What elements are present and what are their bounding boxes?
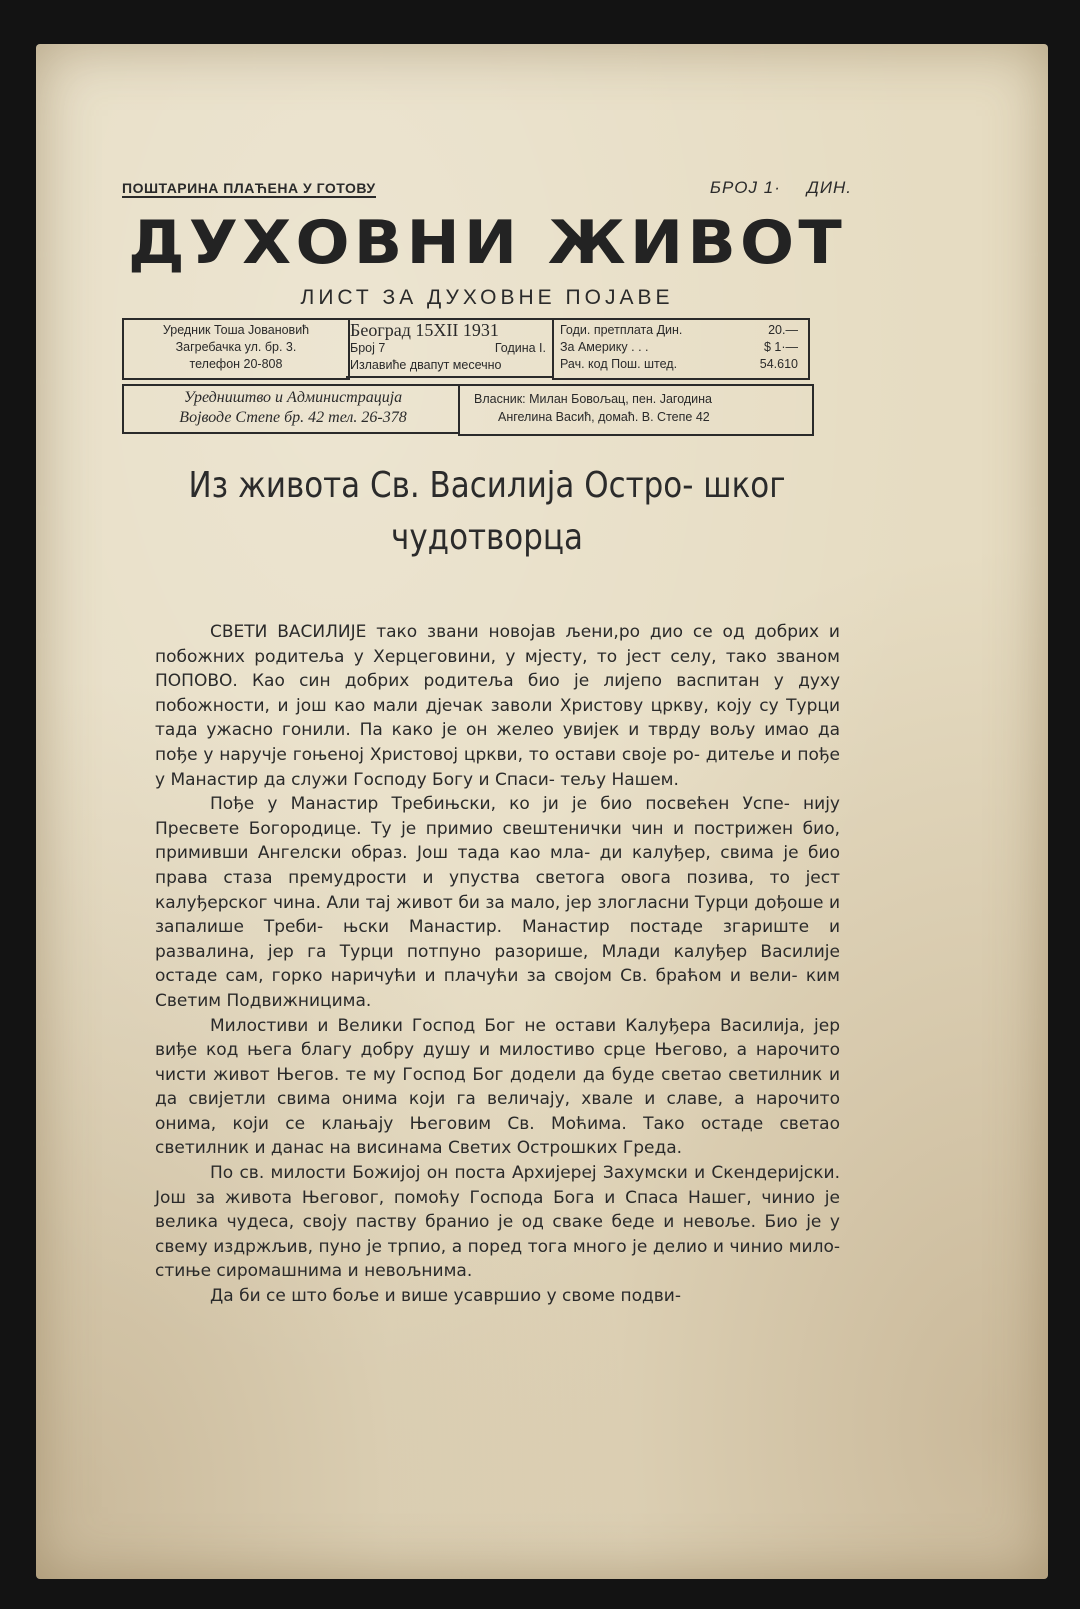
subscription-value: 20.— xyxy=(768,323,798,337)
postage-notice: ПОШТАРИНА ПЛАЋЕНА У ГОТОВУ xyxy=(122,180,376,196)
owner-box xyxy=(458,384,814,436)
price-label: ДИН. xyxy=(806,178,852,197)
subscription-row xyxy=(560,339,808,356)
subscription-label: Рач. код Пош. штед. xyxy=(560,357,678,371)
admin-line: Уредништво и Администрација xyxy=(183,389,403,406)
owner-line: Власник: Милан Бовољац, пен. Јагодина xyxy=(474,392,713,406)
subscription-value: 54.610 xyxy=(759,357,798,371)
subscription-label: За Америку . . . xyxy=(560,340,649,354)
article-paragraph: Да би се што боље и више усавршио у своме подви- xyxy=(210,1286,681,1307)
number-label: Број 7 xyxy=(350,341,386,355)
administration-box xyxy=(122,384,460,434)
subscription-row xyxy=(560,322,808,339)
subscription-value: $ 1·— xyxy=(763,340,798,354)
owner-line: Ангелина Васић, домаћ. В. Степе 42 xyxy=(498,410,710,424)
admin-line: Војводе Степе бр. 42 тел. 26-378 xyxy=(179,409,407,426)
editor-line: телефон 20-808 xyxy=(189,357,283,371)
number-year-row xyxy=(350,340,552,357)
subscription-box xyxy=(552,318,810,380)
article-paragraph: По св. милости Божијој он поста Архијереј Захумски и Скендеријски. Још за живота Његовог, помоћу Господа Бога и Спаса Нашег, чинио је велика чудеса, своју паству бранио је од сваке беде и невоље. Био је у свему издржљив, пуно је трпио, а поред тога много је делио и чинио мило- стиње сиромашнима и невољнима. xyxy=(155,1163,840,1282)
subscription-row xyxy=(560,356,808,373)
editor-box xyxy=(122,318,350,380)
issue-price xyxy=(710,178,852,198)
masthead: ДУХОВНИ ЖИВОТ xyxy=(128,208,846,278)
header-top-line xyxy=(122,180,852,204)
date-line: Београд 15XII 1931 xyxy=(350,320,499,340)
article-paragraph: Пође у Манастир Требињски, ко ји је био посвећен Успе- нију Пресвете Богородице. Ту је примио свештенички чин и пострижен био, примивши Ангелски образ. Још тада као мла- ди калуђер, свима је био права стаза премудрости и упуства светога овога позива, то јест калуђерског чина. Али тај живот би за мало, јер злогласни Турци дођоше и запалише Треби- њски Манастир. Манастир постаде згариште и развалина, јер га Турци потпуно разорише, Млади калуђер Василије остаде сам, горко наричући и плачући за својом Св. браћом и вели- ким Светим Подвижницима. xyxy=(155,794,840,1011)
frequency-line: Излавиће двапут месечно xyxy=(350,358,502,372)
editor-line: Уредник Тоша Јовановић xyxy=(162,323,310,337)
article-title: Из живота Св. Василија Остро- шког чудотворца xyxy=(188,465,786,558)
article-paragraph: СВЕТИ ВАСИЛИЈЕ тако звани новојав љени,ро дио се од добрих и побожних родитеља у Херцеговини, у мјесту, то јест селу, тако званом ПОПОВО. Као син добрих родитеља био је лијепо васпитан у духу побожности, и још као мали дјечак заволи Христову цркву, коју су Турци тада ужасно гонили. Па како је он желео увијек и тврду вољу имао да пође у наручје гоњеној Христовој цркви, то остави своје ро- дитеље и пође у Манастир да служи Господу Богу и Спаси- тељу Нашем. xyxy=(155,622,840,790)
year-label: Година I. xyxy=(494,341,546,355)
article-body xyxy=(155,620,840,1309)
date-box xyxy=(346,318,552,378)
article-paragraph: Милостиви и Велики Господ Бог не остави Калуђера Василија, јер виђе код њега благу добру душу и милостиво срце Његово, а нарочито чисти живот Његов. те му Господ Бог додели да буде светао светилник и да свијетли свима онима који га величају, хвале и славе, а нарочито онима, који се клањају Његовим Св. Моћима. Тако остаде светао светилник и данас на висинама Светих Острошких Греда. xyxy=(155,1015,840,1159)
masthead-subtitle: ЛИСТ ЗА ДУХОВНЕ ПОЈАВЕ xyxy=(300,286,674,309)
subscription-label: Годи. претплата Дин. xyxy=(560,323,683,337)
editor-line: Загребачка ул. бр. 3. xyxy=(175,340,297,354)
issue-label: БРОЈ 1· xyxy=(709,178,781,197)
